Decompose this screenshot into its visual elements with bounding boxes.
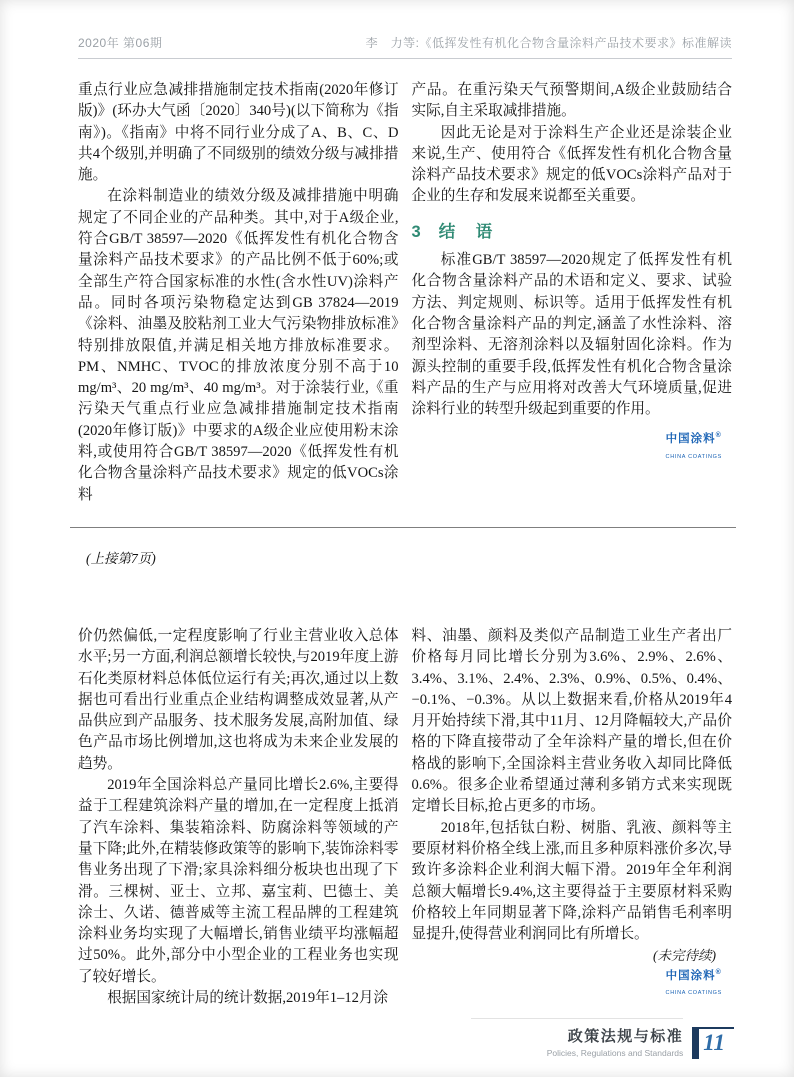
section-title: 结 语 bbox=[438, 222, 495, 241]
paragraph: 2019年全国涂料总产量同比增长2.6%,主要得益于工程建筑涂料产量的增加,在一定程度上抵消了汽车涂料、集装箱涂料、防腐涂料等领域的产量下降;此外,在精装修政策等的影响下,装饰涂料零售业务出现了下滑;家具涂料细分板块也出现了下滑。三棵树、亚士、立邦、嘉宝莉、巴德士、美涂士、久诺、德普威等主流工程品牌的工程建筑涂料业务均实现了大幅增长,销售业绩平均涨幅超过50%。此外,部分中小型企业的工程业务也实现了较好增长。 bbox=[78, 777, 399, 985]
footer-section-titles bbox=[471, 1018, 683, 1058]
paragraph: 在涂料制造业的绩效分级及减排措施中明确规定了不同企业的产品种类。其中,对于A级企业,符合GB/T 38597—2020《低挥发性有机化合物含量涂料产品技术要求》的产品比例不低于60%;或全部生产符合国家标准的水性(含水性UV)涂料产品。同时各项污染物稳定达到GB 37824—2019《涂料、油墨及胶粘剂工业大气污染物排放标准》特别排放限值,并满足相关地方排放标准要求。PM、NMHC、TVOC的排放浓度分别不高于10 mg/m³、20 mg/m³、40 mg/m³。对于涂装行业,《重污染天气重点行业应急减排措施制定技术指南(2020年修订版)》中要求的A级企业应使用粉末涂料,或使用符合GB/T 38597—2020《低挥发性有机化合物含量涂料产品技术要求》规定的低VOCs涂料 bbox=[78, 188, 399, 503]
paragraph: 因此无论是对于涂料生产企业还是涂装企业来说,生产、使用符合《低挥发性有机化合物含量涂料产品技术要求》规定的低VOCs涂料产品对于企业的生存和发展来说都至关重要。 bbox=[411, 124, 732, 205]
footer-section-en: Policies, Regulations and Standards bbox=[546, 1048, 684, 1058]
logo-en-text: CHINA COATINGS bbox=[665, 990, 722, 997]
page-number-bar-icon bbox=[692, 1029, 699, 1059]
header-issue: 2020年 第06期 bbox=[78, 36, 163, 50]
registered-mark-icon: ® bbox=[715, 432, 722, 440]
section-number: 3 bbox=[411, 222, 423, 241]
registered-mark-icon: ® bbox=[715, 968, 722, 976]
page-number-badge bbox=[692, 1027, 734, 1059]
continued-from-note: (上接第7页) bbox=[86, 551, 156, 566]
paragraph: 2018年,包括钛白粉、树脂、乳液、颜料等主要原材料价格全线上涨,而且多种原料涨价多次,导致许多涂料企业利润大幅下滑。2019年全年利润总额大幅增长9.4%,这主要得益于主要原材料采购价格较上年同期显著下降,涂料产品销售毛利率明显提升,使得营业利润同比有所增长。 bbox=[411, 819, 732, 943]
paragraph: 产品。在重污染天气预警期间,A级企业鼓励结合实际,自主采取减排措施。 bbox=[411, 82, 732, 120]
china-coatings-logo bbox=[666, 432, 722, 468]
header-running-title: 李 力等:《低挥发性有机化合物含量涂料产品技术要求》标准解读 bbox=[365, 36, 732, 50]
paragraph: 标准GB/T 38597—2020规定了低挥发性有机化合物含量涂料产品的术语和定义、要求、试验方法、判定规则、标识等。适用于低挥发性有机化合物含量涂料产品的判定,涵盖了水性涂料、溶剂型涂料、无溶剂涂料以及辐射固化涂料。作为源头控制的重要手段,低挥发性有机化合物含量涂料产品的生产与应用将对改善大气环境质量,促进涂料行业的转型升级起到重要的作用。 bbox=[411, 252, 732, 418]
china-coatings-logo bbox=[666, 969, 722, 1005]
left-column bbox=[78, 80, 399, 506]
paragraph: 根据国家统计局的统计数据,2019年1–12月涂 bbox=[107, 990, 389, 1007]
page-header bbox=[78, 34, 732, 59]
right-column bbox=[412, 80, 733, 506]
right-column bbox=[412, 626, 733, 1009]
to-be-continued-note: (未完待续) bbox=[653, 948, 716, 964]
left-column bbox=[78, 626, 399, 1009]
page-footer bbox=[471, 1018, 734, 1059]
page-number: 11 bbox=[703, 1030, 725, 1055]
paragraph: 重点行业应急减排措施制定技术指南(2020年修订版)》(环办大气函〔2020〕340号)(以下简称为《指南》)。《指南》中将不同行业分成了A、B、C、D共4个级别,并明确了不同级别的绩效分级与减排措施。 bbox=[78, 82, 399, 184]
logo-cn-text: 中国涂料® bbox=[665, 968, 722, 982]
logo-cn-text: 中国涂料® bbox=[665, 432, 722, 446]
section-divider bbox=[70, 527, 736, 528]
section-heading-conclusion bbox=[412, 222, 733, 243]
paragraph: 价仍然偏低,一定程度影响了行业主营业收入总体水平;另一方面,利润总额增长较快,与2019年度上游石化类原材料总体低位运行有关;再次,通过以上数据也可看出行业重点企业结构调整成效显著,从产品供应到产品服务、技术服务发展,高附加值、绿色产品市场比例增加,这也将成为未来企业发展的趋势。 bbox=[78, 628, 399, 772]
footer-section-cn: 政策法规与标准 bbox=[567, 1028, 684, 1045]
logo-en-text: CHINA COATINGS bbox=[665, 453, 722, 460]
continued-article-section bbox=[78, 626, 732, 1009]
article-end-section bbox=[78, 80, 732, 506]
paragraph: 料、油墨、颜料及类似产品制造工业生产者出厂价格每月同比增长分别为3.6%、2.9%、2.6%、3.4%、3.1%、2.4%、2.3%、0.9%、0.5%、0.4%、−0.1%、−0.3%。从以上数据来看,价格从2019年4月开始持续下滑,其中11月、12月降幅较大,产品价格的下降直接带动了全年涂料产量的增长,但在价格战的影响下,全国涂料主营业务收入却同比降低0.6%。很多企业希望通过薄利多销方式来实现既定增长目标,抢占更多的市场。 bbox=[411, 628, 732, 815]
